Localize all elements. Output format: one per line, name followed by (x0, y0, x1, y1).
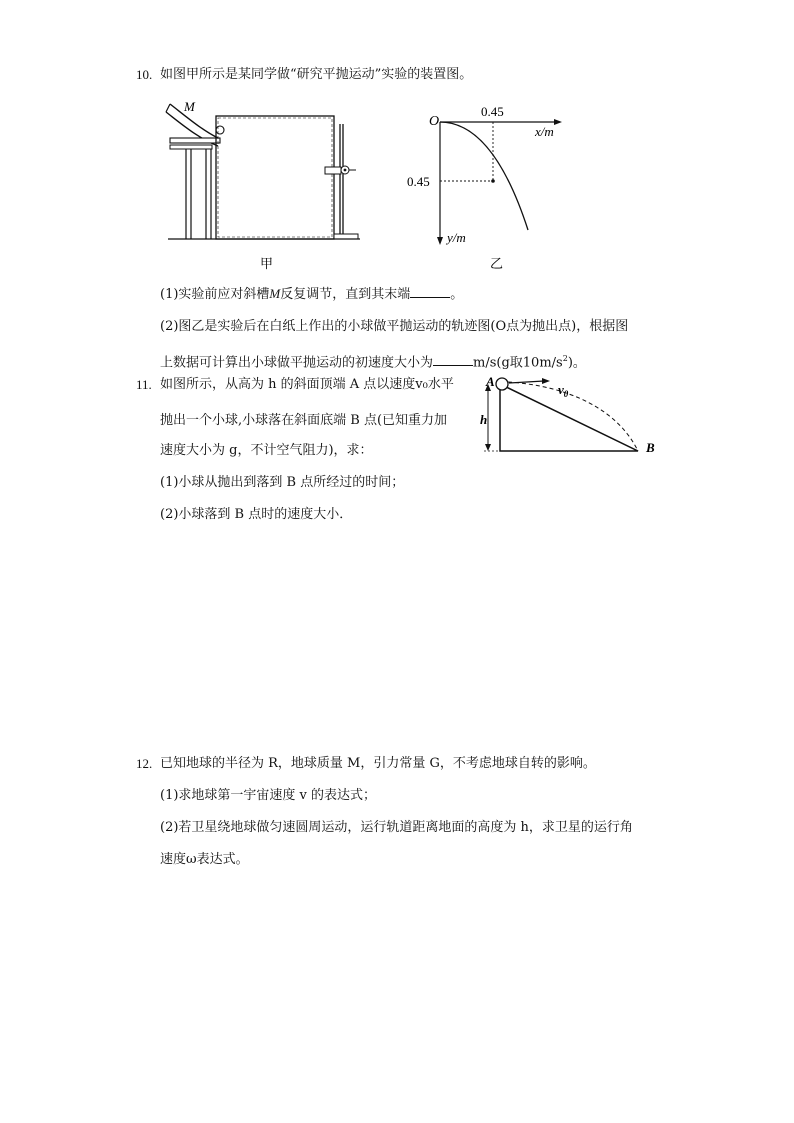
figure-jia-apparatus (160, 96, 370, 271)
y-tick-label: 0.45 (407, 174, 430, 189)
x-axis-label: x/m (535, 124, 554, 139)
figure-jia-caption: 甲 (260, 256, 274, 271)
figure-yi-trajectory (405, 100, 565, 272)
question-12-number: 12. (136, 756, 153, 771)
answer-blank-1 (410, 285, 450, 298)
q10-part1-var: M (269, 286, 281, 301)
figure-yi-caption: 乙 (490, 256, 504, 271)
q11-part1: (1)小球从抛出到落到 B 点所经过的时间； (160, 475, 405, 490)
question-10-stem: 如图甲所示是某同学做“研究平抛运动”实验的装置图。 (160, 67, 473, 82)
q11-line3: 速度大小为 g，不计空气阻力)，求： (160, 443, 373, 458)
figure-incline (478, 372, 668, 462)
q12-part2-line2: 速度ω表达式。 (160, 852, 249, 867)
q10-part1-text: (1)实验前应对斜槽 (160, 287, 270, 302)
label-A: A (486, 374, 495, 389)
q12-stem: 已知地球的半径为 R，地球质量 M，引力常量 G，不考虑地球自转的影响。 (160, 756, 596, 771)
q12-part1: (1)求地球第一宇宙速度 v 的表达式； (160, 788, 377, 803)
label-M: M (184, 99, 195, 114)
q10-part2-line1: (2)图乙是实验后在白纸上作出的小球做平抛运动的轨迹图(O点为抛出点)，根据图 (160, 319, 629, 334)
q10-part1-end: 。 (450, 287, 464, 302)
q10-part1-text2: 反复调节，直到其末端 (280, 287, 411, 302)
q10-part2-text: 上数据可计算出小球做平抛运动的初速度大小为 (160, 355, 434, 371)
label-h: h (480, 412, 488, 427)
label-B: B (646, 440, 655, 455)
x-tick-label: 0.45 (481, 104, 504, 119)
question-11-number: 11. (136, 377, 152, 392)
q10-part2-line2 (160, 350, 586, 372)
q10-part2-sup: 2 (562, 354, 568, 363)
q11-part2: (2)小球落到 B 点时的速度大小． (160, 507, 353, 522)
q10-part2-end: )。 (567, 355, 586, 371)
y-axis-label: y/m (447, 230, 466, 245)
q11-line1: 如图所示，从高为 h 的斜面顶端 A 点以速度v₀水平 (160, 377, 454, 392)
question-10-number: 10. (136, 67, 153, 82)
answer-blank-2 (433, 353, 473, 366)
q12-part2-line1: (2)若卫星绕地球做匀速圆周运动，运行轨道距离地面的高度为 h，求卫星的运行角 (160, 820, 633, 835)
q10-part1 (160, 285, 463, 304)
origin-label: O (429, 114, 440, 129)
label-v0: $v_0$ (558, 382, 569, 399)
q10-part2-unit: m/s(g取10m/s (473, 355, 563, 371)
q11-line2: 抛出一个小球,小球落在斜面底端 B 点(已知重力加 (160, 413, 448, 428)
